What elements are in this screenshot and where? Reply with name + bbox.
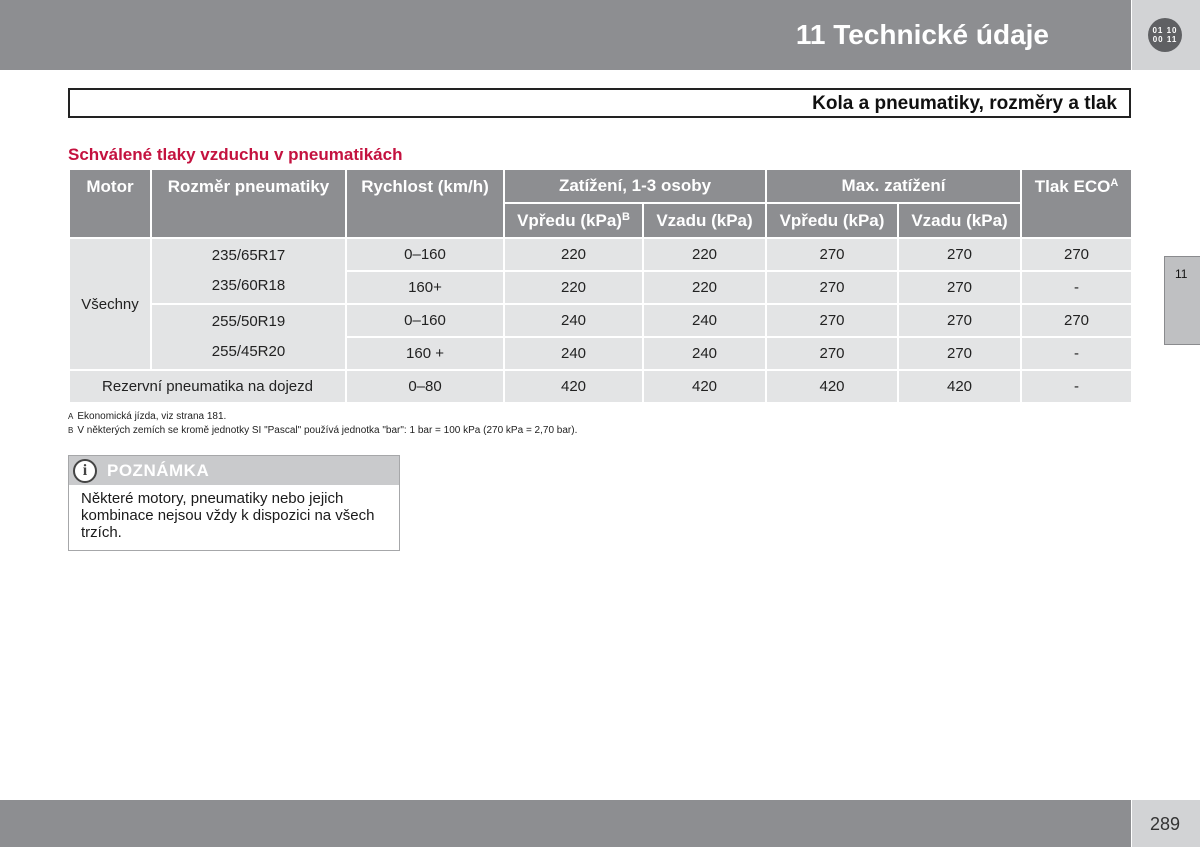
footnote-mark: B [68,426,74,435]
rear-max-cell: 270 [898,271,1021,304]
eco-cell: - [1021,337,1132,370]
front-max-cell: 270 [766,238,898,271]
header-band [0,0,1131,70]
col-header-eco [1021,169,1132,238]
front-cell: 220 [504,271,643,304]
front-max-cell: 270 [766,337,898,370]
eco-cell: - [1021,271,1132,304]
side-tab-label: 11 [1175,267,1188,281]
footnote-text: Ekonomická jízda, viz strana 181. [77,411,227,422]
note-box [68,455,400,551]
note-title: POZNÁMKA [107,460,210,480]
tire-pressure-table [68,168,1133,404]
col-header-motor: Motor [69,169,151,238]
eco-cell: 270 [1021,304,1132,337]
rear-max-cell: 270 [898,238,1021,271]
footnote-b [68,424,577,438]
rear-max-cell: 270 [898,304,1021,337]
rear-cell: 240 [643,304,766,337]
page-number: 289 [1150,814,1181,834]
footnote-mark: A [68,412,74,421]
section-title-bar [68,88,1131,118]
col-header-load-1-3: Zatížení, 1-3 osoby [504,169,766,203]
engine-cell: Všechny [69,238,151,370]
front-max-cell: 270 [766,271,898,304]
chapter-title: 11 Technické údaje [795,19,1049,50]
eco-footnote-mark: A [1110,177,1119,189]
col-header-front [504,203,643,238]
front-cell: 240 [504,304,643,337]
eco-cell: 270 [1021,238,1132,271]
speed-cell: 160+ [346,271,504,304]
info-icon: i [73,459,97,483]
front-cell: 420 [504,370,643,403]
col-header-speed: Rychlost (km/h) [346,169,504,238]
front-footnote-mark: B [621,210,630,223]
tire-size-cell [151,304,346,370]
rear-cell: 420 [643,370,766,403]
col-header-tire-size: Rozměr pneumatiky [151,169,346,238]
footnote-text: V některých zemích se kromě jednotky SI "Pascal" používá jednotka "bar": 1 bar = 100 kPa (270 kPa = 2,70 bar). [77,425,578,436]
table-row [69,238,1132,271]
note-body: Některé motory, pneumatiky nebo jejich kombinace nejsou vždy k dispozici na všech trzích. [81,490,375,541]
footnotes [68,410,577,438]
tire-size: 235/60R18 [211,277,286,294]
rear-cell: 220 [643,238,766,271]
tire-size: 235/65R17 [211,247,286,264]
logo-line-1: 01 10 [1152,26,1178,35]
header-logo-box [1132,0,1200,70]
front-max-cell: 270 [766,304,898,337]
tire-size-cell [151,238,346,304]
rear-cell: 240 [643,337,766,370]
section-title: Kola a pneumatiky, rozměry a tlak [812,93,1117,114]
volvo-logo-icon [1148,18,1182,52]
col-header-front-max: Vpředu (kPa) [766,203,898,238]
note-header [69,456,399,485]
speed-cell: 160 + [346,337,504,370]
rear-cell: 220 [643,271,766,304]
speed-cell: 0–160 [346,238,504,271]
table-row-spare [69,370,1132,403]
speed-cell: 0–160 [346,304,504,337]
front-max-cell: 420 [766,370,898,403]
tire-size: 255/50R19 [211,313,286,330]
col-header-rear-max: Vzadu (kPa) [898,203,1021,238]
speed-cell: 0–80 [346,370,504,403]
tire-size: 255/45R20 [211,343,286,360]
footer-band [0,800,1131,847]
table-row [69,304,1132,337]
logo-line-2: 00 11 [1152,35,1178,44]
page-number-box [1132,800,1200,847]
eco-label: Tlak ECO [1034,177,1111,196]
col-header-rear: Vzadu (kPa) [643,203,766,238]
front-label: Vpředu (kPa) [517,210,622,230]
col-header-load-max: Max. zatížení [766,169,1021,203]
chapter-side-tab[interactable] [1164,256,1200,345]
spare-label-cell: Rezervní pneumatika na dojezd [69,370,346,403]
table-heading: Schválené tlaky vzduchu v pneumatikách [68,145,403,164]
footnote-a [68,410,577,424]
rear-max-cell: 270 [898,337,1021,370]
front-cell: 220 [504,238,643,271]
eco-cell: - [1021,370,1132,403]
front-cell: 240 [504,337,643,370]
rear-max-cell: 420 [898,370,1021,403]
